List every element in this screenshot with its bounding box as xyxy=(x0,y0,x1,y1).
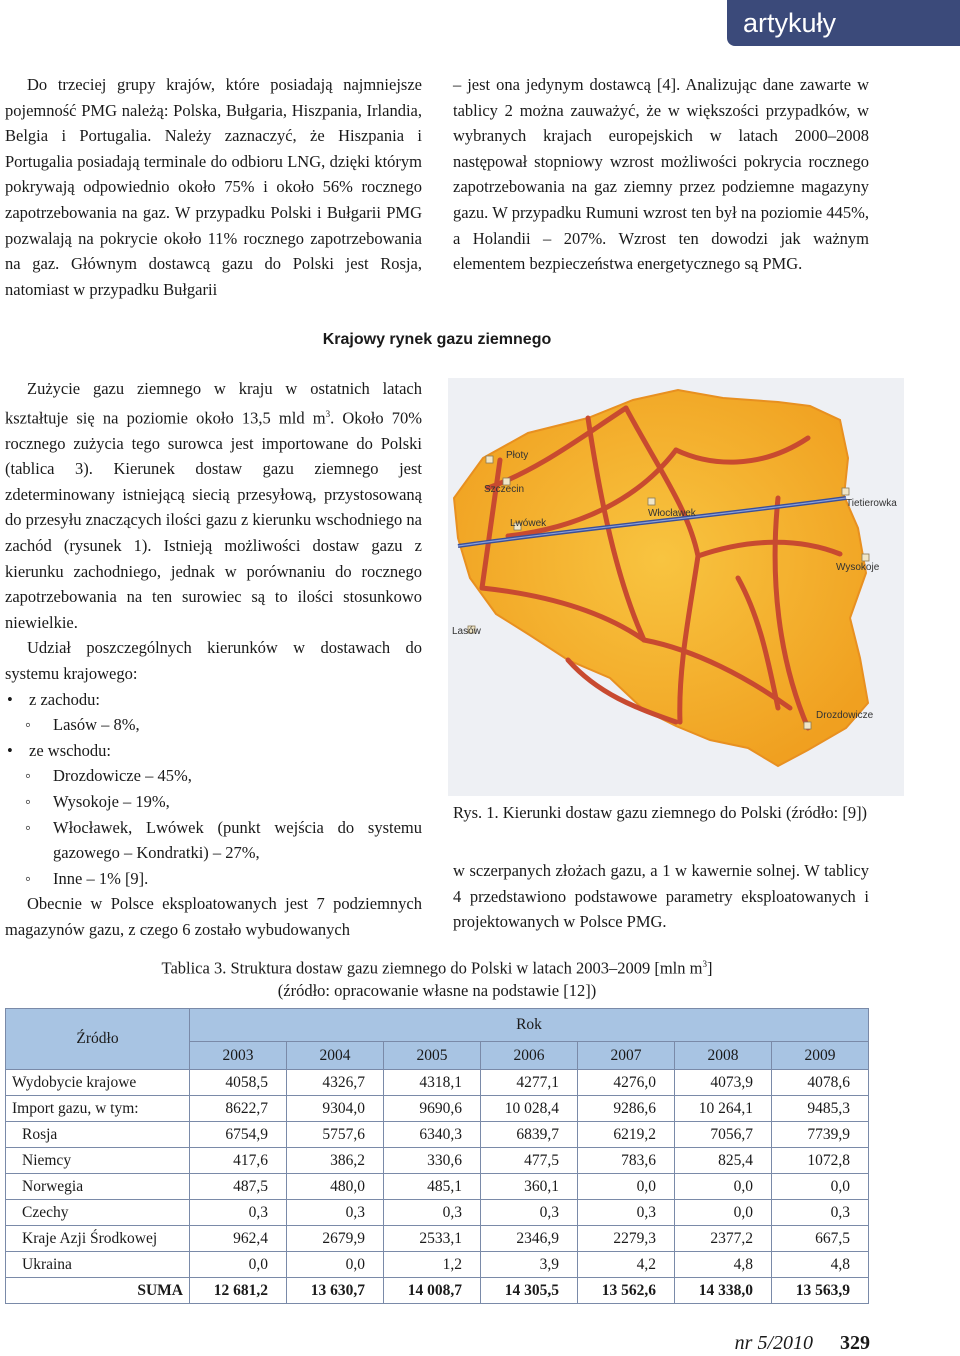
row-label: Czechy xyxy=(6,1200,190,1226)
paragraph: Do trzeciej grupy krajów, które posiadają najmniejsze pojemność PMG należą: Polska, Bułgaria, Hiszpania, Irlandia, Belgia i Portugalia. Należy zaznaczyć, że Hiszpania i Portugalia posiadają terminale do odbioru LNG, dzięki którym pokrywają odpowiednio około 75% i około 56% rocznego zapotrzebowania na gaz. W przypadku Polski i Bułgarii PMG pozwalają na pokrycie około 11% rocznego zapotrzebowania na gaz. Głównym dostawcą gazu do Polski jest Rosja, natomiast w przypadku Bułgarii xyxy=(5,75,422,299)
value-cell: 0,0 xyxy=(675,1200,772,1226)
value-cell: 1072,8 xyxy=(772,1148,869,1174)
value-cell: 4078,6 xyxy=(772,1070,869,1096)
value-cell: 0,3 xyxy=(287,1200,384,1226)
table-caption-line1 xyxy=(0,953,874,980)
map-svg xyxy=(448,378,904,796)
row-label: Wydobycie krajowe xyxy=(6,1070,190,1096)
sub-list-item: ◦ Włocławek, Lwówek (punkt wejścia do systemu gazowego – Kondratki) – 27%, xyxy=(5,815,422,866)
value-cell: 0,0 xyxy=(772,1174,869,1200)
value-cell: 962,4 xyxy=(190,1226,287,1252)
value-cell: 2533,1 xyxy=(384,1226,481,1252)
sub-list-item: ◦ Wysokoje – 19%, xyxy=(5,789,422,815)
value-cell: 0,3 xyxy=(578,1200,675,1226)
table-row xyxy=(6,1200,869,1226)
map-label-szczecin: Szczecin xyxy=(484,484,525,495)
table-caption-line2: (źródło: opracowanie własne na podstawie [12]) xyxy=(277,980,597,1000)
year-cell: 2007 xyxy=(578,1042,675,1070)
paragraph: – jest ona jedynym dostawcą [4]. Analizując dane zawarte w tablicy 2 można zauważyć, że w większości przypadków, w wybranych krajach europejskich w latach 2000–2008 następował stopniowy wzrost możliwości pokrycia rocznego zapotrzebowania na gaz ziemny przez podziemne magazyny gazu. W przypadku Rumuni wzrost ten był na poziomie 445%, a Holandii – 207%. Wzrost ten dowodzi jak ważnym elementem bezpieczeństwa energetycznego są PMG. xyxy=(453,75,869,274)
poland-gas-map xyxy=(448,378,904,796)
value-cell: 0,3 xyxy=(384,1200,481,1226)
value-cell: 1,2 xyxy=(384,1252,481,1278)
value-cell: 0,0 xyxy=(190,1252,287,1278)
map-label-ploty: Płoty xyxy=(506,450,529,461)
value-cell: 480,0 xyxy=(287,1174,384,1200)
value-cell: 0,0 xyxy=(578,1174,675,1200)
table-row xyxy=(6,1070,869,1096)
value-cell: 4,8 xyxy=(772,1252,869,1278)
value-cell: 13 562,6 xyxy=(578,1278,675,1304)
year-cell: 2004 xyxy=(287,1042,384,1070)
value-cell: 13 563,9 xyxy=(772,1278,869,1304)
value-cell: 6340,3 xyxy=(384,1122,481,1148)
value-cell: 10 264,1 xyxy=(675,1096,772,1122)
row-label: Import gazu, w tym: xyxy=(6,1096,190,1122)
map-label-lwowek: Lwówek xyxy=(510,518,547,529)
sub-list-item: ◦ Inne – 1% [9]. xyxy=(5,866,422,892)
page-number: 329 xyxy=(840,1332,870,1354)
value-cell: 5757,6 xyxy=(287,1122,384,1148)
map-label-wysokoje: Wysokoje xyxy=(836,562,880,573)
value-cell: 6839,7 xyxy=(481,1122,578,1148)
value-cell: 9690,6 xyxy=(384,1096,481,1122)
value-cell: 13 630,7 xyxy=(287,1278,384,1304)
value-cell: 0,0 xyxy=(675,1174,772,1200)
value-cell: 477,5 xyxy=(481,1148,578,1174)
value-cell: 9286,6 xyxy=(578,1096,675,1122)
table-row xyxy=(6,1174,869,1200)
table-caption xyxy=(0,953,874,1002)
paragraph: Udział poszczególnych kierunków w dostawach do systemu krajowego: xyxy=(5,638,422,684)
sub-list-item: ◦ Drozdowicze – 45%, xyxy=(5,763,422,789)
value-cell: 4276,0 xyxy=(578,1070,675,1096)
value-cell: 9485,3 xyxy=(772,1096,869,1122)
page-footer xyxy=(735,1332,870,1355)
value-cell: 417,6 xyxy=(190,1148,287,1174)
section-heading: Krajowy rynek gazu ziemnego xyxy=(322,331,552,348)
year-cell: 2009 xyxy=(772,1042,869,1070)
value-cell: 360,1 xyxy=(481,1174,578,1200)
year-cell: 2005 xyxy=(384,1042,481,1070)
value-cell: 330,6 xyxy=(384,1148,481,1174)
row-label: Niemcy xyxy=(6,1148,190,1174)
value-cell: 14 008,7 xyxy=(384,1278,481,1304)
sub-list xyxy=(5,712,422,738)
value-cell: 6219,2 xyxy=(578,1122,675,1148)
value-cell: 0,3 xyxy=(772,1200,869,1226)
value-cell: 7739,9 xyxy=(772,1122,869,1148)
value-cell: 7056,7 xyxy=(675,1122,772,1148)
value-cell: 4277,1 xyxy=(481,1070,578,1096)
table-row-total xyxy=(6,1278,869,1304)
value-cell: 3,9 xyxy=(481,1252,578,1278)
paragraph xyxy=(5,376,422,635)
value-cell: 4058,5 xyxy=(190,1070,287,1096)
value-cell: 2346,9 xyxy=(481,1226,578,1252)
header-source: Źródło xyxy=(6,1009,190,1070)
value-cell: 386,2 xyxy=(287,1148,384,1174)
value-cell: 8622,7 xyxy=(190,1096,287,1122)
value-cell: 4,8 xyxy=(675,1252,772,1278)
paragraph: Obecnie w Polsce eksploatowanych jest 7 podziemnych magazynów gazu, z czego 6 zostało wybudowanych xyxy=(5,894,422,939)
map-label-wloclawek: Włocławek xyxy=(648,508,696,519)
value-cell: 825,4 xyxy=(675,1148,772,1174)
value-cell: 12 681,2 xyxy=(190,1278,287,1304)
value-cell: 485,1 xyxy=(384,1174,481,1200)
table-row xyxy=(6,1226,869,1252)
direction-list xyxy=(5,687,422,892)
value-cell: 487,5 xyxy=(190,1174,287,1200)
value-cell: 0,0 xyxy=(287,1252,384,1278)
map-label-tietierowka: Tietierowka xyxy=(846,498,897,509)
text-column-top-left xyxy=(5,72,422,302)
sub-list-item: ◦ Lasów – 8%, xyxy=(5,712,422,738)
value-cell: 0,3 xyxy=(190,1200,287,1226)
value-cell: 14 305,5 xyxy=(481,1278,578,1304)
value-cell: 4073,9 xyxy=(675,1070,772,1096)
value-cell: 14 338,0 xyxy=(675,1278,772,1304)
row-label: Ukraina xyxy=(6,1252,190,1278)
text-column-top-right xyxy=(453,72,869,277)
list-item xyxy=(5,687,422,738)
section-label: artykuły xyxy=(727,0,960,46)
table-row xyxy=(6,1122,869,1148)
value-cell: 9304,0 xyxy=(287,1096,384,1122)
value-cell: 783,6 xyxy=(578,1148,675,1174)
gas-supply-table xyxy=(5,1008,869,1304)
table-row xyxy=(6,1096,869,1122)
superscript: 3 xyxy=(325,408,331,419)
list-item xyxy=(5,738,422,892)
list-item-label: ze wschodu: xyxy=(29,740,112,760)
row-label: Rosja xyxy=(6,1122,190,1148)
superscript: 3 xyxy=(702,959,707,969)
value-cell: 4318,1 xyxy=(384,1070,481,1096)
caption-text: ] xyxy=(706,958,713,978)
value-cell: 6754,9 xyxy=(190,1122,287,1148)
paragraph: w sczerpanych złożach gazu, a 1 w kawernie solnej. W tablicy 4 przedstawiono podstawowe parametry eksploatowanych i projektowanych w Polsce PMG. xyxy=(453,861,869,932)
figure-caption: Rys. 1. Kierunki dostaw gazu ziemnego do Polski (źródło: [9]) xyxy=(453,803,868,822)
value-cell: 667,5 xyxy=(772,1226,869,1252)
value-cell: 4,2 xyxy=(578,1252,675,1278)
value-cell: 2377,2 xyxy=(675,1226,772,1252)
value-cell: 4326,7 xyxy=(287,1070,384,1096)
year-cell: 2008 xyxy=(675,1042,772,1070)
year-cell: 2006 xyxy=(481,1042,578,1070)
poland-shape xyxy=(454,390,868,766)
text-column-mid-left xyxy=(5,376,422,943)
value-cell: 10 028,4 xyxy=(481,1096,578,1122)
text-column-mid-right xyxy=(453,858,869,935)
value-cell: 2679,9 xyxy=(287,1226,384,1252)
paragraph-text: Zużycie gazu ziemnego w kraju w ostatnich latach kształtuje się na poziomie około 13,5 mld m xyxy=(5,379,422,428)
table-row xyxy=(6,1252,869,1278)
row-label: Kraje Azji Środkowej xyxy=(6,1226,190,1252)
value-cell: 2279,3 xyxy=(578,1226,675,1252)
list-item-label: z zachodu: xyxy=(29,689,101,709)
header-year: Rok xyxy=(190,1009,869,1042)
map-label-drozdowicze: Drozdowicze xyxy=(816,710,874,721)
caption-text: Tablica 3. Struktura dostaw gazu ziemnego do Polski w latach 2003–2009 [mln m xyxy=(161,958,703,978)
issue-number: nr 5/2010 xyxy=(734,1332,813,1354)
paragraph-text: . Około 70% rocznego zużycia tego surowca jest importowane do Polski (tablica 3). Kierunek dostaw gazu ziemnego jest zdeterminowany istniejącą siecią przesyłową, przystosowaną do przesyłu znaczących ilości gazu z kierunku wschodniego na zachód (rysunek 1). Istnieją możliwości dostaw gazu z kierunku zachodniego, jednak w porównaniu do rocznego zapotrzebowania na ten surowiec są to ilości stosunkowo niewielkie. xyxy=(5,408,422,632)
value-cell: 0,3 xyxy=(481,1200,578,1226)
map-label-lasow: Lasów xyxy=(452,626,481,637)
row-label: SUMA xyxy=(6,1278,190,1304)
year-cell: 2003 xyxy=(190,1042,287,1070)
sub-list xyxy=(5,763,422,891)
table-row xyxy=(6,1148,869,1174)
row-label: Norwegia xyxy=(6,1174,190,1200)
